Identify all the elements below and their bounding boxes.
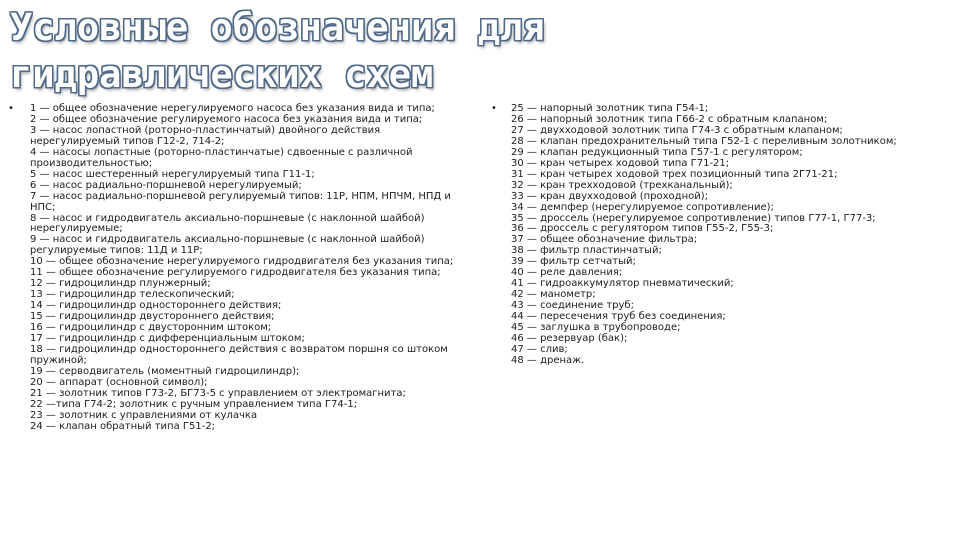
legend-item: 9 — насос и гидродвигатель аксиально-поршневые (с наклонной шайбой) регулируемые типов: 11Д и 11Р; [30,234,425,257]
legend-item: 45 — заглушка в трубопроводе; [511,322,681,334]
legend-item: 10 — общее обозначение нерегулируемого гидродвигателя без указания типа; [30,256,454,268]
legend-item: 17 — гидроцилиндр с дифференциальным штоком; [30,333,305,345]
bullet-icon: • [8,103,14,114]
slide-title-line-1: Условные обозначения для [10,6,545,49]
slide-title-line-2: гидравлических схем [10,53,434,96]
legend-item: 2 — общее обозначение регулируемого насоса без указания вида и типа; [30,113,423,125]
legend-item: 8 — насос и гидродвигатель аксиально-поршневые (с наклонной шайбой) нерегулируемые; [30,212,425,235]
legend-item: 22 —типа Г74-2; золотник с ручным управлением типа Г74-1; [30,398,358,410]
legend-item: 39 — фильтр сетчатый; [511,256,636,268]
legend-item: 31 — кран четырех ходовой трех позиционный типа 2Г71-21; [511,168,838,180]
legend-item: 44 — пересечения труб без соединения; [511,311,726,323]
legend-item: 3 — насос лопастной (роторно-пластинчатый) двойного действия нерегулируемый типов Г12-2, 714-2; [30,124,381,147]
legend-item: 26 — напорный золотник типа Г66-2 с обратным клапаном; [511,113,828,125]
slide-title [10,4,710,98]
legend-item: 29 — клапан редукционный типа Г57-1 с регулятором; [511,146,803,158]
legend-item: 19 — серводвигатель (моментный гидроцилиндр); [30,365,300,377]
legend-item: 24 — клапан обратный типа Г51-2; [30,420,216,432]
legend-item: 41 — гидроаккумулятор пневматический; [511,278,734,290]
legend-item: 43 — соединение труб; [511,300,634,312]
legend-item: 36 — дроссель с регулятором типов Г55-2, Г55-3; [511,223,774,235]
legend-item: 33 — кран двухходовой (проходной); [511,190,708,202]
legend-item: 48 — дренаж. [511,354,585,366]
legend-item: 18 — гидроцилиндр одностороннего действия с возвратом поршня со штоком пружиной; [30,343,448,366]
legend-item: 20 — аппарат (основной символ); [30,376,208,388]
legend-item: 13 — гидроцилиндр телескопический; [30,289,235,301]
legend-item: 16 — гидроцилиндр с двусторонним штоком; [30,322,272,334]
legend-item: 42 — манометр; [511,289,596,301]
legend-item: 30 — кран четырех ходовой типа Г71-21; [511,157,730,169]
legend-item: 40 — реле давления; [511,267,623,279]
legend-item: 28 — клапан предохранительный типа Г52-1 с переливным золотником; [511,135,897,147]
legend-item: 47 — слив; [511,343,568,355]
legend-item: 21 — золотник типов Г73-2, БГ73-5 с управлением от электромагнита; [30,387,406,399]
legend-item: 1 — общее обозначение нерегулируемого насоса без указания вида и типа; [30,103,435,114]
bullet-icon: • [491,103,497,114]
legend-item: 27 — двухходовой золотник типа Г74-3 с обратным клапаном; [511,124,843,136]
legend-item: 23 — золотник с управлениями от кулачка [30,409,258,421]
legend-item: 7 — насос радиально-поршневой регулируемый типов: 11Р, НПМ, НПЧМ, НПД и НПС; [30,190,451,213]
legend-item: 11 — общее обозначение регулируемого гидродвигателя без указания типа; [30,267,441,279]
legend-item: 5 — насос шестеренный нерегулируемый типа Г11-1; [30,168,315,180]
legend-list-left [8,103,468,433]
legend-item: 34 — демпфер (нерегулируемое сопротивление); [511,201,774,213]
legend-item: 6 — насос радиально-поршневой нерегулируемый; [30,179,302,191]
legend-item: 14 — гидроцилиндр одностороннего действия; [30,300,282,312]
legend-item: 38 — фильтр пластинчатый; [511,245,662,257]
legend-item: 12 — гидроцилиндр плунжерный; [30,278,211,290]
legend-item: 32 — кран трехходовой (трехканальный); [511,179,733,191]
legend-item: 46 — резервуар (бак); [511,333,628,345]
legend-item: 37 — общее обозначение фильтра; [511,234,698,246]
legend-item: 25 — напорный золотник типа Г54-1; [511,103,709,114]
legend-item: 15 — гидроцилиндр двустороннего действия; [30,311,275,323]
legend-item: 35 — дроссель (нерегулируемое сопротивление) типов Г77-1, Г77-3; [511,212,876,224]
legend-list-right [491,103,931,367]
legend-item: 4 — насосы лопастные (роторно-пластинчатые) сдвоенные с различной производительностью; [30,146,413,169]
